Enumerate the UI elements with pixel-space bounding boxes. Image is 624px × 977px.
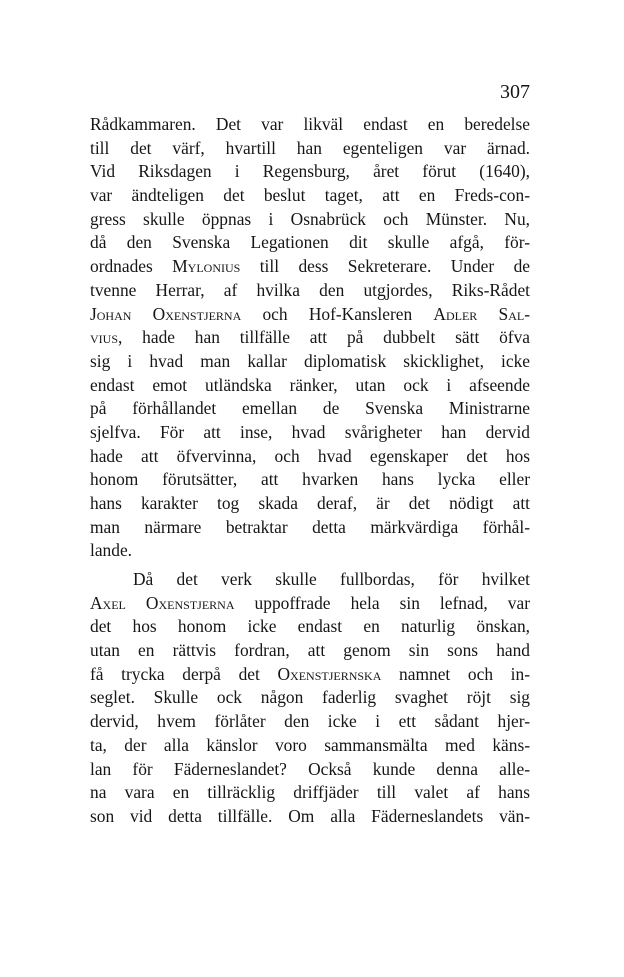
text-line: då den Svenska Legationen dit skulle afgå, för-: [90, 232, 530, 253]
text-line: vius, hade han tillfälle att på dubbelt sätt öfva: [90, 327, 530, 348]
text-line: utan en rättvis fordran, att genom sin sons hand: [90, 640, 530, 661]
text-line: Rådkammaren. Det var likväl endast en beredelse: [90, 114, 530, 134]
text-line: sig i hvad man kallar diplomatisk skicklighet, icke: [90, 350, 530, 371]
text-line: hans karakter tog skada deraf, är det nödigt att: [90, 493, 530, 513]
text-line: på förhållandet emellan de Svenska Ministrarne: [90, 398, 530, 419]
text-line: Vid Riksdagen i Regensburg, året förut (1640),: [90, 161, 530, 182]
text-line: det hos honom icke endast en naturlig önskan,: [90, 616, 530, 637]
text-line: Axel Oxenstjerna uppoffrade hela sin lefnad, var: [90, 592, 530, 613]
paragraph-1: [90, 113, 530, 563]
text-line: till det värf, hvartill han egenteligen var ärnad.: [90, 137, 530, 158]
text-line: gress skulle öppnas i Osnabrück och Münster. Nu,: [90, 208, 530, 229]
text-line: Då det verk skulle fullbordas, för hvilket: [133, 569, 530, 589]
text-line: få trycka derpå det Oxenstjernska namnet och in-: [90, 663, 530, 684]
text-line: na vara en tillräcklig driffjäder till valet af hans: [90, 782, 530, 803]
text-line: man närmare betraktar detta märkvärdiga förhål-: [90, 516, 530, 537]
text-line: lande.: [90, 540, 133, 561]
text-line: hade att öfvervinna, och hvad egenskaper det hos: [90, 445, 530, 466]
text-line: Johan Oxenstjerna och Hof-Kansleren Adler Sal-: [90, 303, 530, 324]
text-line: sjelfva. För att inse, hvad svårigheter han dervid: [90, 421, 530, 442]
text-line: ordnades Mylonius till dess Sekreterare. Under de: [90, 256, 530, 277]
text-line: lan för Fäderneslandet? Också kunde denna alle-: [90, 758, 530, 779]
text-line: tvenne Herrar, af hvilka den utgjordes, Riks-Rådet: [90, 279, 530, 300]
text-line: honom förutsätter, att hvarken hans lycka eller: [90, 469, 530, 490]
paragraph-2: [90, 568, 530, 829]
text-line: endast emot utländska ränker, utan ock i afseende: [90, 374, 530, 395]
page-number: 307: [500, 81, 530, 103]
text-line: ta, der alla känslor voro sammansmälta med käns-: [90, 734, 530, 755]
text-line: son vid detta tillfälle. Om alla Fäderneslandets vän-: [90, 805, 530, 826]
text-line: dervid, hvem förlåter den icke i ett sådant hjer-: [90, 711, 530, 732]
text-line: var ändteligen det beslut taget, att en Freds-con-: [90, 185, 530, 206]
text-line: seglet. Skulle ock någon faderlig svaghet röjt sig: [90, 687, 530, 708]
